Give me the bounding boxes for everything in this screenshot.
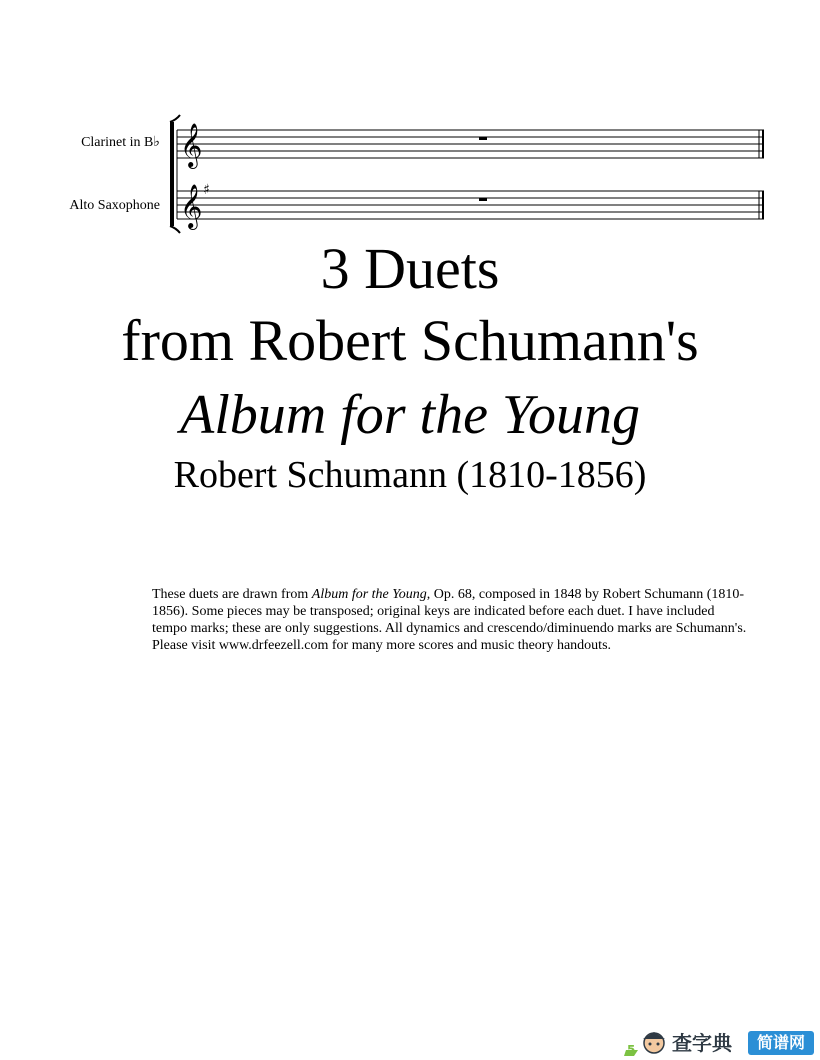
instrument-label-alto-saxophone: Alto Saxophone <box>69 198 160 213</box>
intro-prefix: These duets are drawn from <box>152 587 312 602</box>
treble-clef-icon: 𝄞 <box>180 184 203 228</box>
title-line-2: from Robert Schumann's <box>121 308 699 373</box>
staff-alto-saxophone <box>177 191 764 219</box>
sharp-key-signature-icon: ♯ <box>203 182 210 198</box>
svg-text:5: 5 <box>627 1043 636 1056</box>
mascot-icon <box>624 1030 668 1056</box>
system-bracket <box>170 115 180 233</box>
intro-body: , Op. 68, composed in 1848 by Robert Schumann (1810-1856). Some pieces may be transposed; original keys are indicated before each duet. I have included tempo marks; these are only suggestions. All dynamics and crescendo/diminuendo marks are Schumann's. Please visit www.drfeezell.com for many more scores and music theory handouts. <box>152 587 747 653</box>
title-line-1: 3 Duets <box>320 236 500 301</box>
staff-clarinet <box>177 130 764 158</box>
composer-line: Robert Schumann (1810-1856) <box>173 454 647 496</box>
watermark-logo <box>620 1028 816 1058</box>
whole-rest-icon <box>479 198 487 201</box>
treble-clef-icon: 𝄞 <box>180 123 203 167</box>
intro-work-title: Album for the Young <box>311 587 427 602</box>
instrument-label-clarinet: Clarinet in B♭ <box>81 135 160 150</box>
watermark-text: 查字典 <box>672 1031 732 1055</box>
intro-paragraph <box>152 586 752 654</box>
title-line-3-album: Album for the Young <box>180 384 640 446</box>
final-barline <box>759 130 763 219</box>
score-system <box>0 0 820 240</box>
whole-rest-icon <box>479 137 487 140</box>
watermark-tag: 简谱网 <box>748 1031 814 1055</box>
